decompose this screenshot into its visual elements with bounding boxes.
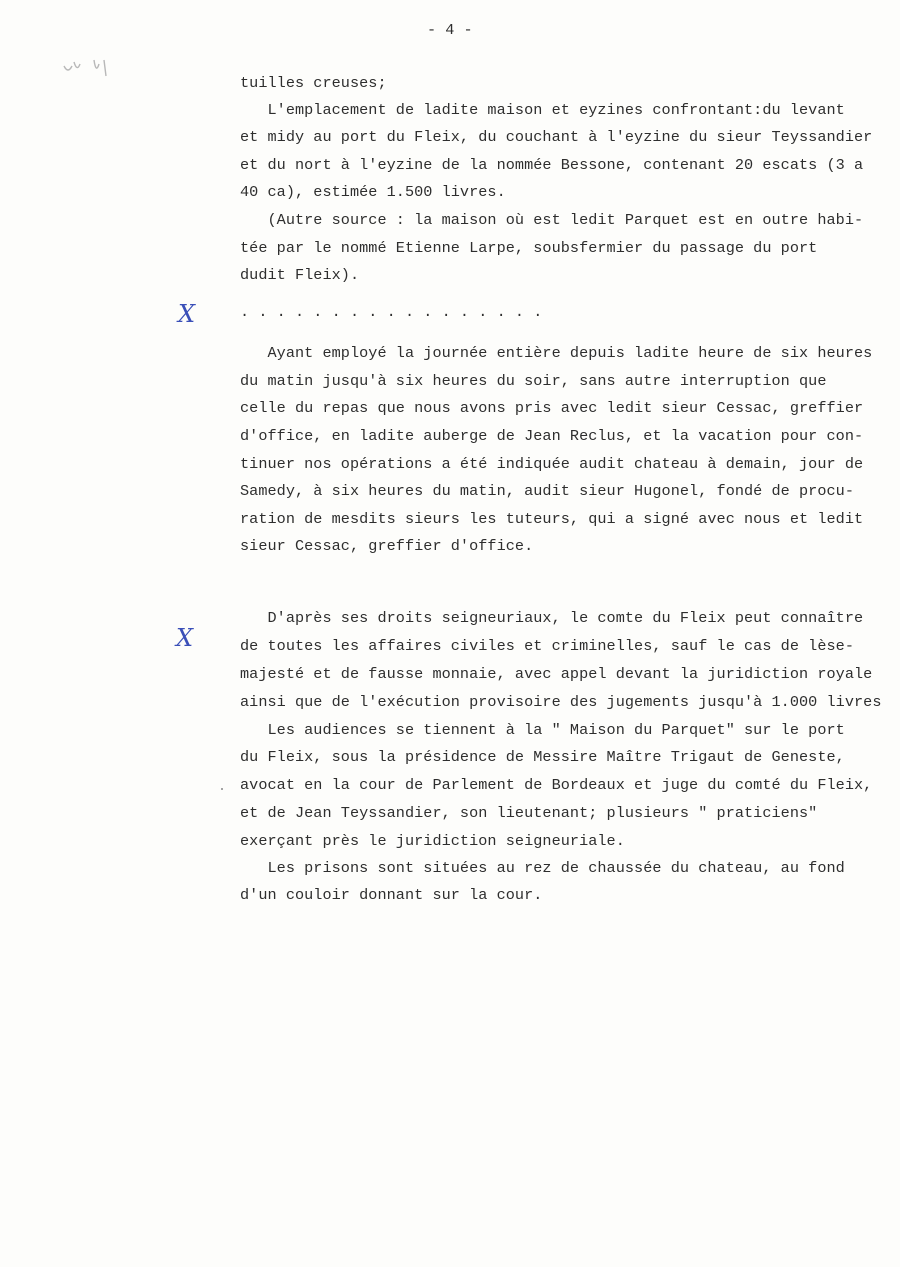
text-line: du Fleix, sous la présidence de Messire Maître Trigaut de Geneste, — [240, 748, 845, 766]
text-line: 40 ca), estimée 1.500 livres. — [240, 183, 506, 201]
text-line: (Autre source : la maison où est ledit Parquet est en outre habi- — [240, 211, 864, 229]
text-line: tinuer nos opérations a été indiquée audit chateau à demain, jour de — [240, 455, 864, 473]
text-line: avocat en la cour de Parlement de Bordeaux et juge du comté du Fleix, — [240, 776, 873, 794]
text-line: ration de mesdits sieurs les tuteurs, qui a signé avec nous et ledit — [240, 510, 864, 528]
text-line: Les prisons sont situées au rez de chaussée du chateau, au fond — [240, 859, 845, 877]
text-line: et de Jean Teyssandier, son lieutenant; plusieurs " praticiens" — [240, 804, 818, 822]
text-line: ainsi que de l'exécution provisoire des jugements jusqu'à 1.000 livres — [240, 693, 882, 711]
stray-dot — [221, 788, 223, 790]
text-line: de toutes les affaires civiles et criminelles, sauf le cas de lèse- — [240, 637, 854, 655]
text-line: Les audiences se tiennent à la " Maison du Parquet" sur le port — [240, 721, 845, 739]
pencil-smudge-icon — [60, 56, 120, 82]
text-line: celle du repas que nous avons pris avec ledit sieur Cessac, greffier — [240, 399, 864, 417]
margin-mark-icon: X — [176, 624, 194, 652]
text-line: du matin jusqu'à six heures du soir, sans autre interruption que — [240, 372, 827, 390]
text-line: dudit Fleix). — [240, 266, 360, 284]
text-line: majesté et de fausse monnaie, avec appel devant la juridiction royale — [240, 665, 873, 683]
page-number: - 4 - — [427, 21, 473, 39]
text-line: L'emplacement de ladite maison et eyzines confrontant:du levant — [240, 101, 845, 119]
text-line: d'office, en ladite auberge de Jean Reclus, et la vacation pour con- — [240, 427, 864, 445]
ellipsis-line: . . . . . . . . . . . . . . . . . — [240, 303, 543, 321]
text-line: tuilles creuses; — [240, 74, 387, 92]
text-line: Ayant employé la journée entière depuis ladite heure de six heures — [240, 344, 873, 362]
margin-mark-icon: X — [178, 300, 196, 328]
text-line: Samedy, à six heures du matin, audit sieur Hugonel, fondé de procu- — [240, 482, 854, 500]
text-line: D'après ses droits seigneuriaux, le comte du Fleix peut connaître — [240, 609, 864, 627]
text-line: sieur Cessac, greffier d'office. — [240, 537, 534, 555]
text-line: et midy au port du Fleix, du couchant à l'eyzine du sieur Teyssandier — [240, 128, 873, 146]
text-line: exerçant près le juridiction seigneuriale. — [240, 832, 625, 850]
text-line: et du nort à l'eyzine de la nommée Bessone, contenant 20 escats (3 a — [240, 156, 864, 174]
text-line: d'un couloir donnant sur la cour. — [240, 886, 543, 904]
text-line: tée par le nommé Etienne Larpe, soubsfermier du passage du port — [240, 239, 818, 257]
